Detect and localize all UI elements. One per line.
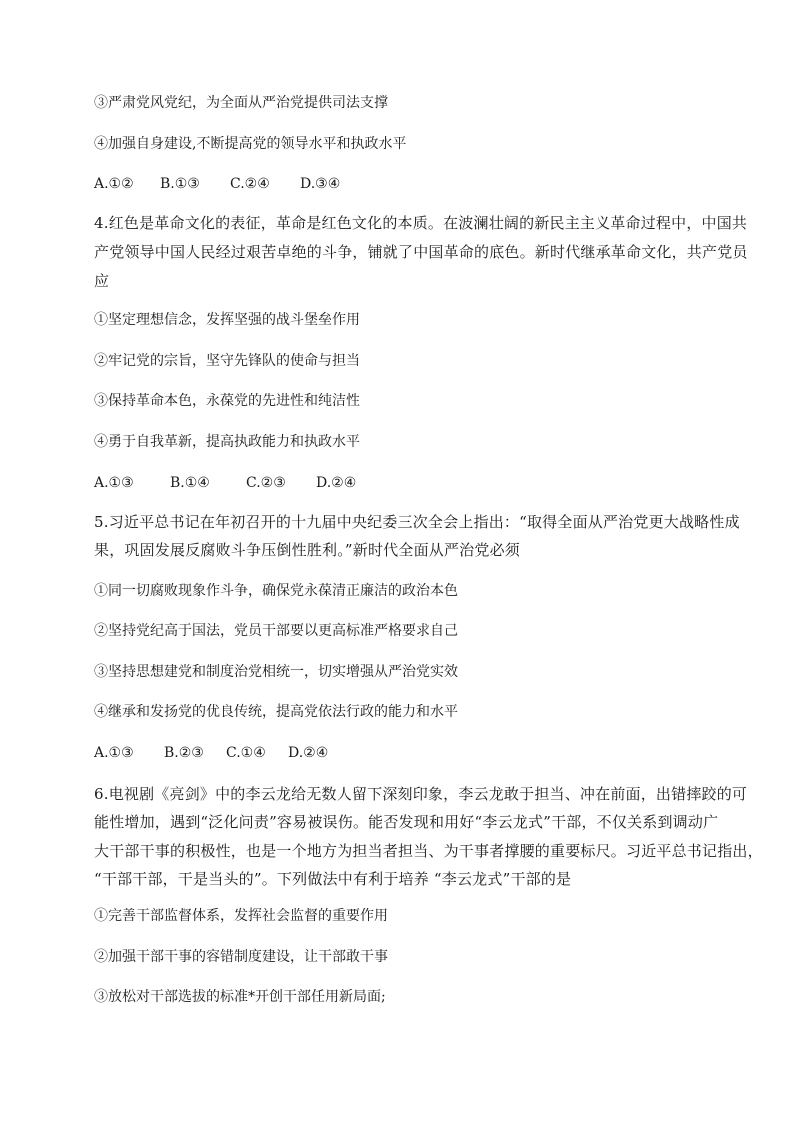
q4-option-b[interactable]: B.①④	[170, 475, 210, 491]
q4-stem-line-3: 应	[94, 272, 110, 290]
q5-option-d[interactable]: D.②④	[288, 745, 329, 761]
q6-item-3: ③放松对干部选拔的标准*开创干部任用新局面;	[94, 989, 386, 1005]
q5-option-b[interactable]: B.②③	[164, 745, 204, 761]
q5-options	[94, 743, 706, 763]
q4-item-3: ③保持革命本色，永葆党的先进性和纯洁性	[94, 393, 360, 409]
q4-stem-line-1: 4.红色是革命文化的表征，革命是红色文化的本质。在波澜壮阔的新民主主义革命过程中，中国共	[94, 214, 748, 232]
q4-options	[94, 473, 706, 493]
q5-item-2: ②坚持党纪高于国法，党员干部要以更高标准严格要求自己	[94, 623, 458, 639]
q4-item-2: ②牢记党的宗旨，坚守先锋队的使命与担当	[94, 353, 360, 369]
q3-option-c[interactable]: C.②④	[230, 176, 270, 192]
q4-stem-line-2: 产党领导中国人民经过艰苦卓绝的斗争，铺就了中国革命的底色。新时代继承革命文化，共产党员	[94, 243, 748, 261]
q6-stem-line-4: “干部干部，干是当头的”。下列做法中有利于培养 “李云龙式”干部的是	[94, 870, 572, 888]
q4-option-d[interactable]: D.②④	[316, 475, 357, 491]
q5-option-c[interactable]: C.①④	[226, 745, 266, 761]
q4-option-a[interactable]: A.①③	[94, 475, 134, 491]
q3-option-b[interactable]: B.①③	[160, 176, 200, 192]
q5-stem-line-2: 果，巩固发展反腐败斗争压倒性胜利。”新时代全面从严治党必须	[94, 541, 520, 559]
q3-options	[94, 174, 706, 194]
q5-item-3: ③坚持思想建党和制度治党相统一，切实增强从严治党实效	[94, 664, 458, 680]
q4-item-4: ④勇于自我革新，提高执政能力和执政水平	[94, 434, 360, 450]
q3-item-3: ③严肃党风党纪，为全面从严治党提供司法支撑	[94, 95, 388, 111]
q6-item-1: ①完善干部监督体系，发挥社会监督的重要作用	[94, 908, 388, 924]
q3-item-4: ④加强自身建设,不断提高党的领导水平和执政水平	[94, 136, 407, 152]
q6-stem-line-2: 能性增加，遇到“泛化问责”容易被误伤。能否发现和用好“李云龙式”干部，不仅关系到调动广	[94, 813, 719, 831]
q5-item-1: ①同一切腐败现象作斗争，确保党永葆清正廉洁的政治本色	[94, 583, 458, 599]
q4-option-c[interactable]: C.②③	[246, 475, 286, 491]
q5-option-a[interactable]: A.①③	[94, 745, 134, 761]
q3-option-d[interactable]: D.③④	[300, 176, 341, 192]
q6-stem-line-1: 6.电视剧《亮剑》中的李云龙给无数人留下深刻印象，李云龙敢于担当、冲在前面，出错摔跤的可	[94, 785, 748, 803]
q6-item-2: ②加强干部干事的容错制度建设，让干部敢干事	[94, 949, 388, 965]
q6-stem-line-3: 大干部干事的积极性，也是一个地方为担当者担当、为干事者撑腰的重要标尺。习近平总书记指出，	[94, 842, 763, 860]
q4-item-1: ①坚定理想信念，发挥坚强的战斗堡垒作用	[94, 312, 360, 328]
q3-option-a[interactable]: A.①②	[94, 176, 134, 192]
q5-item-4: ④继承和发扬党的优良传统，提高党依法行政的能力和水平	[94, 704, 458, 720]
q5-stem-line-1: 5.习近平总书记在年初召开的十九届中央纪委三次全会上指出：“取得全面从严治党更大战略性成	[94, 513, 740, 531]
